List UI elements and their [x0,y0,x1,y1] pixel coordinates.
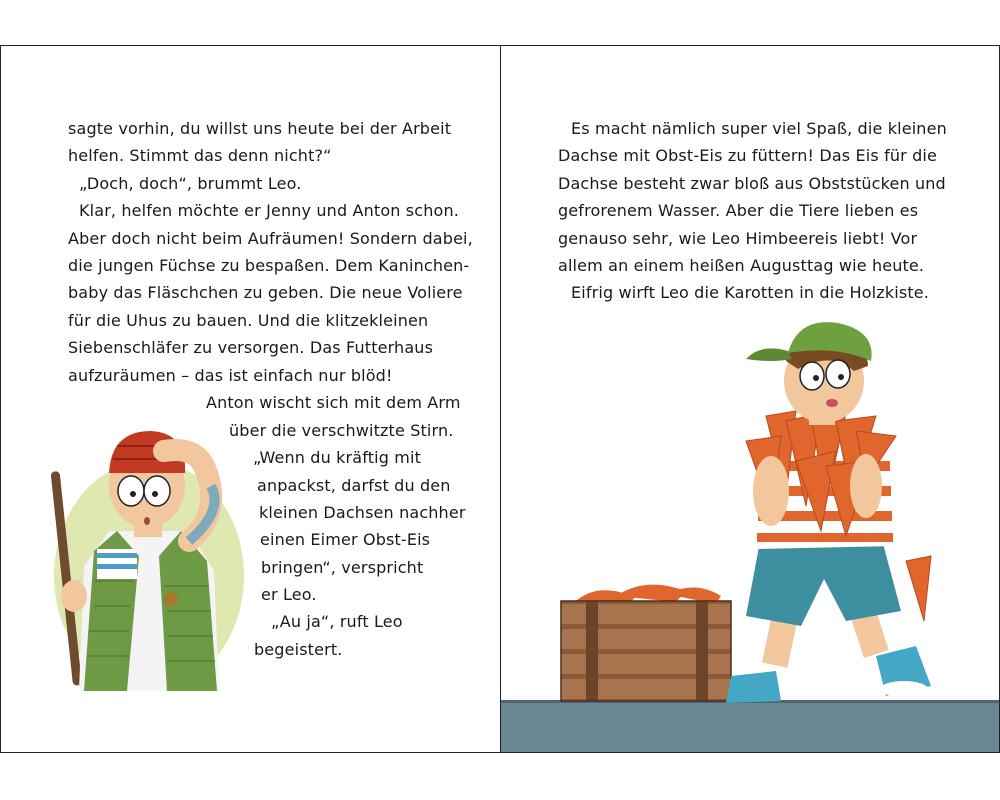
text-line: Dachse besteht zwar bloß aus Obststücken und [558,174,946,193]
anton-illustration [39,391,249,691]
leo-illustration [726,321,946,706]
ground [501,700,999,752]
left-page [0,45,500,753]
text-line: sagte vorhin, du willst uns heute bei der Arbeit [68,119,452,138]
text-line: Siebenschläfer zu versorgen. Das Futterhaus [68,338,434,357]
text-line: gefrorenem Wasser. Aber die Tiere lieben es [558,201,919,220]
text-line: genauso sehr, wie Leo Himbeereis liebt! Vor [558,229,918,248]
text-line: für die Uhus zu bauen. Und die klitzekleinen [68,311,429,330]
text-line: über die verschwitzte Stirn. [229,421,454,440]
text-line: bringen“, verspricht [261,558,424,577]
text-line: begeistert. [254,640,343,659]
text-line: aufzuräumen – das ist einfach nur blöd! [68,366,393,385]
wooden-crate-illustration [556,566,736,706]
text-line: helfen. Stimmt das denn nicht?“ [68,146,332,165]
text-line: Eifrig wirft Leo die Karotten in die Holzkiste. [571,283,929,302]
text-line: „Doch, doch“, brummt Leo. [79,174,302,193]
book-spread [0,45,1000,753]
text-line: „Au ja“, ruft Leo [271,612,403,631]
text-line: einen Eimer Obst-Eis [260,530,431,549]
text-line: die jungen Füchse zu bespaßen. Dem Kaninchen- [68,256,470,275]
text-line: Aber doch nicht beim Aufräumen! Sondern dabei, [68,229,473,248]
text-line: Es macht nämlich super viel Spaß, die kleinen [571,119,947,138]
right-page [500,45,1000,753]
text-line: er Leo. [261,585,317,604]
text-line: Dachse mit Obst-Eis zu füttern! Das Eis für die [558,146,938,165]
text-line: Anton wischt sich mit dem Arm [206,393,461,412]
text-line: anpackst, darfst du den [257,476,451,495]
text-line: Klar, helfen möchte er Jenny und Anton schon. [79,201,459,220]
text-line: kleinen Dachsen nachher [259,503,466,522]
text-line: „Wenn du kräftig mit [253,448,422,467]
text-line: allem an einem heißen Augusttag wie heute. [558,256,925,275]
text-line: baby das Fläschchen zu geben. Die neue Voliere [68,283,463,302]
